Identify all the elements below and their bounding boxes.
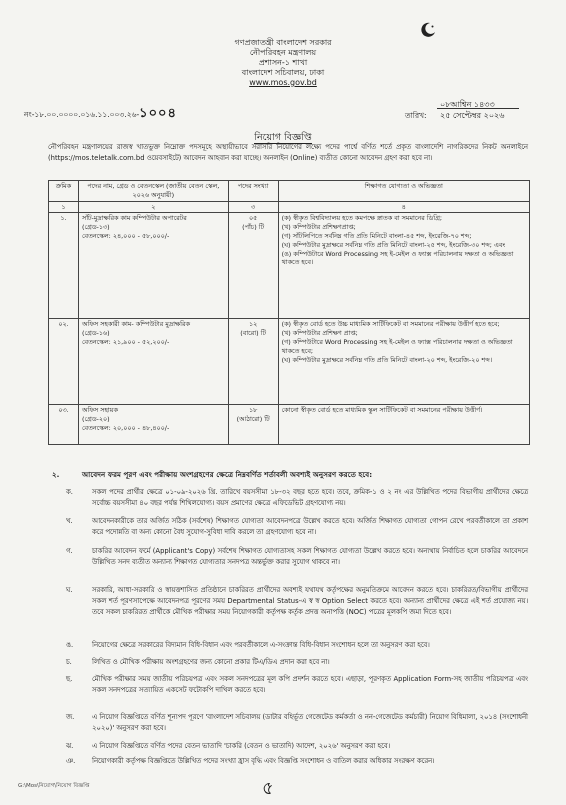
table-row: [49, 405, 530, 445]
count-number: ১২: [248, 320, 258, 329]
row-serial: ০২.: [49, 319, 79, 405]
condition-label: ঙ.: [66, 641, 74, 649]
count-word: (আঠারো) টি: [236, 415, 270, 424]
post-pay: বেতনস্কেল: ২৪,০০০ - ৫৮,০০০/-: [81, 231, 170, 240]
condition-text: নিয়োগের ক্ষেত্রে সরকারের বিদ্যমান বিধি-বিধান এবং পরবর্তীকালে এ-সংক্রান্ত বিধি-বিধান সংশোধন হলে তা অনুসরণ করা হবে।: [92, 641, 430, 649]
posts-table-wrap: [48, 180, 530, 445]
row-quals: [278, 213, 529, 319]
qual-item: (গ) কম্পিউটারে Word Processing সহ ই-মেইল ও ফ্যাক্স পরিচালনার দক্ষতা ও অভিজ্ঞতা থাকতে হবে;: [281, 337, 513, 355]
date-divider: [437, 108, 519, 109]
page-signature: ৫: [262, 778, 274, 799]
count-word: (বারো) টি: [240, 329, 266, 338]
colnum: ৪: [278, 201, 529, 213]
section-2-heading: আবেদন ফরম পূরণ এবং পরীক্ষায় অংশগ্রহণের ক্ষেত্রে নিম্নবর্ণিত শর্তাবলী অবশ্যই অনুসরণ করতে হবে:: [82, 470, 373, 479]
table-row: [49, 213, 530, 319]
section-2-number: ২.: [52, 470, 60, 479]
condition-text: মৌখিক পরীক্ষার সময় জাতীয় পরিচয়পত্র এবং সকল সনদপত্রের মূল কপি প্রদর্শন করতে হবে। এছাড়া, পূরণকৃত Application Form-সহ জাতীয় পরিচয়পত্র এবং সকল সনদপত্রের সত্যায়িত একসেট ফটোকপি দাখিল করতে হবে।: [92, 675, 528, 694]
colnum: ২: [78, 201, 228, 213]
ministry-name: নৌপরিবহন মন্ত্রণালয়: [249, 48, 317, 57]
post-pay: বেতনস্কেল: ২০,০০০ - ৪৮,৪০০/-: [81, 423, 170, 432]
post-name: অফিস সহায়ক: [81, 406, 118, 415]
posts-table: [48, 180, 530, 445]
post-pay: বেতনস্কেল: ২১,৯০০ - ৫২,২০০/-: [81, 337, 170, 346]
memo-date-bn: ০৮আশ্বিন ১৪৩৩: [440, 100, 495, 109]
condition-label: ছ.: [66, 675, 73, 683]
condition-text: নিয়োগকারী কর্তৃপক্ষ বিজ্ঞপ্তিতে উল্লিখিত পদের সংখ্যা হ্রাস বৃদ্ধি এবং বিজ্ঞপ্তি সংশোধন ও বাতিল করার অধিকার সংরক্ষণ করেন।: [92, 757, 435, 765]
row-quals: [278, 319, 529, 405]
qual-item: (খ) কম্পিউটার প্রশিক্ষণপ্রাপ্ত;: [281, 223, 356, 232]
qual-item: (ঘ) কম্পিউটার মুদ্রাক্ষরে সর্বনিম্ন গতি প্রতি মিনিটে বাংলা-২৫ শব্দ, ইংরেজি-৩০ শব্দ; এবং: [281, 240, 506, 249]
header-quals: শিক্ষাগত যোগ্যতা ও অভিজ্ঞতা: [278, 181, 529, 202]
row-serial: ০৩.: [49, 405, 79, 445]
header-post: পদের নাম, গ্রেড ও বেতনস্কেল (জাতীয় বেতন স্কেল, ২০২৬ অনুযায়ী): [78, 181, 228, 202]
memo-number-handwritten: ১০০৪: [139, 106, 177, 121]
ministry-website[interactable]: www.mos.gov.bd: [249, 78, 317, 87]
colnum: ৩: [228, 201, 278, 213]
memo-number: নং-১৮.০০.০০০০.০১৬.১১.০০৩.২৬-১০০৪: [24, 106, 177, 121]
office-address: বাংলাদেশ সচিবালয়, ঢাকা: [241, 68, 325, 77]
footer-file-path: G:\Mos\নিয়োগ\নিয়োগ বিজ্ঞপ্তি: [18, 783, 90, 789]
condition-text: সরকারি, আধা-সরকারি ও স্বায়ত্তশাসিত প্রতিষ্ঠানে চাকরিরত প্রার্থীদের অবশ্যই যথাযথ কর্তৃপক্ষের অনুমতিক্রমে আবেদন করতে হবে। চাকরিরত/বিভাগীয় প্রার্থীদের সকল শর্ত পূরণসাপেক্ষে আবেদনপত্র পূরণের সময় Departmental Status-এ স্ব স্ব Option Select করতে হবে। অন্যান্য প্রার্থীদের ক্ষেত্রে এই শর্ত প্রযোজ্য নয়। তবে সকল চাকরিরত প্রার্থীকে মৌখিক পরীক্ষার সময় নিয়োগকারী কর্তৃপক্ষ কর্তৃক প্রদত্ত অনাপত্তি (NOC) পত্রের মূলকপি জমা দিতে হবে।: [92, 586, 528, 616]
govt-name: গণপ্রজাতন্ত্রী বাংলাদেশ সরকার: [234, 38, 332, 47]
post-grade: (গ্রেড-২০): [81, 415, 110, 424]
table-header-row: [49, 181, 530, 202]
intro-paragraph: নৌপরিবহন মন্ত্রণালয়ের রাজস্ব খাতভুক্ত নিম্নোক্ত পদসমূহে অস্থায়ীভাবে সরাসরি নিয়োগের লক্ষ্যে পদের পার্শ্বে বর্ণিত শর্তে প্রকৃত বাংলাদেশি নাগরিকদের নিকট অনলাইনে (https://mos.teletalk.com.bd ওয়েবসাইটে) আবেদন আহবান করা যাচ্ছে। অনলাইন (Online) ব্যতীত কোনো আবেদন গ্রহণ করা হবে না।: [48, 143, 528, 162]
post-name: অফিস সহকারী কাম- কম্পিউটার মুদ্রাক্ষরিক: [81, 320, 190, 329]
post-grade: (গ্রেড-১৬): [81, 329, 110, 338]
condition-label: গ.: [66, 547, 73, 555]
qual-item: (গ) সাঁটলিপিতে সর্বনিম্ন গতি প্রতি মিনিটে বাংলা-৪৫ শব্দ, ইংরেজি-৭০ শব্দ;: [281, 231, 472, 240]
condition-text: এ নিয়োগ বিজ্ঞপ্তিতে বর্ণিত পদের বেতন ভাতাদি 'চাকরি (বেতন ও ভাতাদি) আদেশ, ২০২৬' অনুসরণ করা হবে।: [92, 742, 391, 750]
header: [0, 38, 566, 88]
government-logo: [420, 22, 436, 38]
condition-text: এ নিয়োগ বিজ্ঞপ্তিতে বর্ণিত শূন্যপদ পূরণে 'বাংলাদেশ সচিবালয় (ডাটার বহির্ভূত গেজেটেড কর্মকর্তা ও নন-গেজেটেড কর্মচারী) নিয়োগ বিধিমালা, ২০১৪ (সংশোধনী ২০২০)' অনুসরণ করা হবে।: [92, 713, 528, 732]
count-number: ১৮: [248, 406, 258, 415]
condition-text: লিখিত ও মৌখিক পরীক্ষায় অংশগ্রহণের জন্য কোনো প্রকার টিএ/ডিএ প্রদান করা হবে না।: [92, 658, 330, 666]
row-post: [78, 405, 228, 445]
count-word: (পাঁচ) টি: [242, 223, 265, 232]
branch-name: প্রশাসন-১ শাখা: [258, 58, 308, 67]
qual-item: (ঙ) কম্পিউটারে Word Processing সহ ই-মেইল ও ফ্যাক্স পরিচালনায় দক্ষতা ও অভিজ্ঞতা থাকতে হবে।: [281, 249, 514, 267]
qual-item: (খ) কম্পিউটার প্রশিক্ষণ প্রাপ্ত;: [281, 329, 358, 338]
qual-item: কোনো স্বীকৃত বোর্ড হতে মাধ্যমিক স্কুল সার্টিফিকেট বা সমমানের পরীক্ষায় উত্তীর্ণ।: [281, 406, 483, 415]
table-colnum-row: [49, 201, 530, 213]
post-name: সাঁট-মুদ্রাক্ষরিক কাম কম্পিউটার অপারেটর: [81, 214, 187, 223]
row-count: [228, 319, 278, 405]
qual-item: (ক) স্বীকৃত বোর্ড হতে উচ্চ মাধ্যমিক সার্টিফিকেট বা সমমানের পরীক্ষায় উত্তীর্ণ হতে হবে;: [281, 320, 500, 329]
row-serial: ১.: [49, 213, 79, 319]
condition-label: খ.: [66, 517, 73, 525]
header-count: পদের সংখ্যা: [228, 181, 278, 202]
condition-label: ক.: [66, 488, 73, 496]
row-post: [78, 213, 228, 319]
row-post: [78, 319, 228, 405]
condition-text: সকল পদের প্রার্থীর ক্ষেত্রে ০১-০৯-২০২৬ খ্রি. তারিখে বয়সসীমা ১৮-৩২ বছর হতে হবে। তবে, ক্রমিক-১ ও ২ নং এর উল্লিখিত পদের বিভাগীয় প্রার্থীদের ক্ষেত্রে সর্বোচ্চ বয়সসীমা ৪০ বছর পর্যন্ত শিথিলযোগ্য। বয়স প্রমাণের ক্ষেত্রে এফিডেভিট গ্রহণযোগ্য নয়।: [92, 488, 528, 507]
condition-text: আবেদনকারীকে তার অর্জিত সঠিক (সর্বশেষ) শিক্ষাগত যোগ্যতা আবেদনপত্রে উল্লেখ করতে হবে। অর্জিত শিক্ষাগত যোগ্যতা গোপন রেখে পরবর্তীকালে তা প্রকাশ করে পদোন্নতি বা অন্য কোনো বৈধ সুযোগ-সুবিধা দাবি করলে তা গ্রহণযোগ্য হবে না।: [92, 517, 528, 536]
memo-date-en: ২৫ সেপ্টেম্বর ২০২৬: [440, 111, 505, 120]
memo-date-label: তারিখ:: [405, 111, 427, 120]
condition-label: ঞ.: [66, 757, 76, 765]
colnum: ১: [49, 201, 79, 213]
row-count: [228, 213, 278, 319]
row-count: [228, 405, 278, 445]
qual-item: (ক) স্বীকৃত বিশ্ববিদ্যালয় হতে কমপক্ষে স্নাতক বা সমমানের ডিগ্রি;: [281, 214, 443, 223]
condition-label: জ.: [66, 713, 75, 721]
row-quals: [278, 405, 529, 445]
header-serial: ক্রমিক: [49, 181, 79, 202]
condition-label: ঝ.: [66, 742, 74, 750]
condition-text: চাকরির আবেদন ফর্মে (Applicant's Copy) সর্বশেষ শিক্ষাগত যোগ্যতাসহ সকল শিক্ষাগত যোগ্যতা উল্লেখ করতে হবে। অন্যথায় নির্বাচিত হলে চাকরির আবেদনে উল্লিখিত সনদ ব্যতীত অন্যান্য শিক্ষাগত যোগ্যতার সনদপত্র অন্তর্ভুক্ত করার সুযোগ থাকবে না।: [92, 547, 528, 566]
condition-label: ঘ.: [66, 586, 73, 594]
condition-label: চ.: [66, 658, 72, 666]
post-grade: (গ্রেড-১৩): [81, 223, 110, 232]
count-number: ০৫: [248, 214, 258, 223]
table-row: [49, 319, 530, 405]
qual-item: (ঘ) কম্পিউটার মুদ্রাক্ষরে সর্বনিম্ন গতি প্রতি মিনিটে বাংলা-২০ শব্দ, ইংরেজি-২০ শব্দ।: [281, 355, 493, 364]
page-title: নিয়োগ বিজ্ঞপ্তি: [254, 132, 312, 143]
